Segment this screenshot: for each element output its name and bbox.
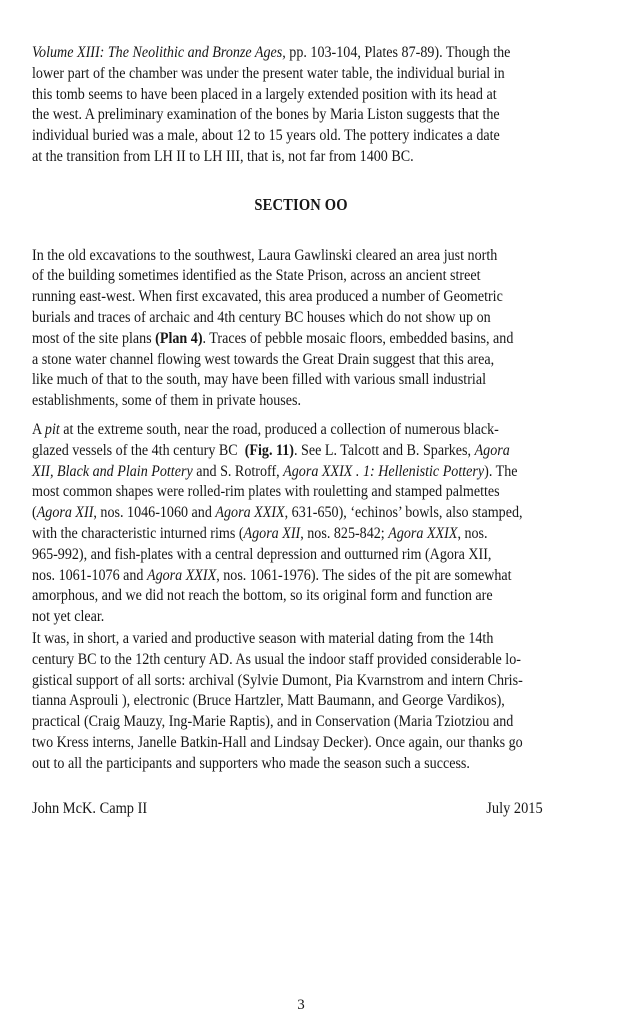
text-segment: In the old excavations to the southwest, Laura Gawlinski cleared an area just north: [32, 246, 498, 264]
text-segment: not yet clear.: [32, 608, 105, 626]
text-line: [32, 85, 505, 106]
text-segment: (Plan 4): [155, 329, 203, 347]
signature-row: [32, 799, 570, 820]
section-heading-text: SECTION OO: [254, 194, 348, 214]
text-segment: lower part of the chamber was under the present water table, the individual burial in: [32, 64, 505, 82]
text-segment: , nos. 1046-1060 and: [93, 504, 216, 522]
text-line: [32, 329, 514, 350]
text-line: [32, 266, 505, 287]
text-line: [32, 370, 505, 391]
text-segment: gistical support of all sorts: archival (Sylvie Dumont, Pia Kvarnstrom and intern Chris-: [32, 671, 523, 689]
text-segment: amorphous, and we did not reach the bottom, so its original form and function are: [32, 587, 493, 605]
text-segment: , nos.: [457, 524, 488, 542]
author-name: John McK. Camp II: [32, 799, 148, 817]
text-segment: (: [32, 504, 37, 522]
text-segment: like much of that to the south, may have been filled with various small industrial: [32, 371, 486, 389]
text-segment: most common shapes were rolled-rim plates with rouletting and stamped palmettes: [32, 483, 500, 501]
paragraph-tomb-burial: [32, 43, 570, 168]
text-line: [32, 462, 518, 483]
section-heading: [32, 195, 570, 216]
text-line: [32, 147, 505, 168]
text-line: [32, 105, 505, 126]
text-segment: ). The: [484, 462, 518, 480]
text-segment: of the building sometimes identified as the State Prison, across an ancient street: [32, 267, 481, 285]
text-segment: . Traces of pebble mosaic floors, embedded basins, and: [202, 329, 514, 347]
text-segment: century BC to the 12th century AD. As usual the indoor staff provided considerable lo-: [32, 650, 521, 668]
text-segment: at the extreme south, near the road, produced a collection of numerous black-: [59, 420, 499, 438]
text-segment: at the transition from LH II to LH III, that is, not far from 1400 BC.: [32, 147, 414, 165]
text-segment: running east-west. When first excavated, this area produced a number of Geometric: [32, 288, 503, 306]
text-line: [32, 607, 505, 628]
text-segment: . See L. Talcott and B. Sparkes,: [293, 441, 475, 459]
text-segment: (Fig. 11): [244, 441, 294, 459]
paragraph-old-excavations: [32, 246, 570, 412]
text-segment: most of the site plans: [32, 329, 156, 347]
text-line: [32, 441, 510, 462]
text-line: [32, 43, 511, 64]
text-line: [32, 586, 505, 607]
text-segment: , nos. 825-842;: [300, 524, 389, 542]
paragraph-pit-pottery: [32, 420, 570, 628]
text-segment: this tomb seems to have been placed in a largely extended position with its head at: [32, 85, 497, 103]
text-segment: establishments, some of them in private houses.: [32, 392, 302, 410]
text-line: [32, 650, 521, 671]
text-segment: It was, in short, a varied and productive season with material dating from the 14th: [32, 629, 494, 647]
text-segment: two Kress interns, Janelle Batkin-Hall and Lindsay Decker). Once again, our thanks go: [32, 733, 523, 751]
text-segment: nos. 1061-1076 and: [32, 566, 147, 584]
text-segment: tianna Asprouli ), electronic (Bruce Hartzler, Matt Baumann, and George Vardikos),: [32, 692, 505, 710]
text-line: [32, 629, 505, 650]
text-segment: practical (Craig Mauzy, Ing-Marie Raptis), and in Conservation (Maria Tziotziou and: [32, 713, 514, 731]
text-line: [32, 287, 505, 308]
text-segment: Agora XXIX: [146, 566, 217, 584]
text-segment: Volume XIII: The Neolithic and Bronze Ages,: [32, 44, 286, 61]
text-segment: A: [32, 420, 45, 438]
text-line: [32, 712, 514, 733]
text-line: [32, 566, 512, 587]
text-segment: , 631-650), ‘echinos’ bowls, also stamped,: [284, 504, 523, 522]
text-segment: burials and traces of archaic and 4th century BC houses which do not show up on: [32, 308, 491, 326]
text-segment: XII, Black and Plain Pottery: [32, 462, 193, 480]
text-line: [32, 126, 505, 147]
text-line: [32, 524, 505, 545]
text-line: [32, 64, 505, 85]
text-segment: Agora XXIX . 1: Hellenistic Pottery: [283, 462, 485, 480]
text-segment: Agora XXIX: [215, 504, 285, 522]
text-line: [32, 545, 505, 566]
text-segment: , nos. 1061-1976). The sides of the pit are somewhat: [216, 566, 512, 584]
text-segment: individual buried was a male, about 12 to 15 years old. The pottery indicates a date: [32, 127, 500, 145]
text-segment: pp. 103-104, Plates 87-89). Though the: [285, 44, 511, 61]
text-line: [32, 246, 505, 267]
text-line: [32, 671, 523, 692]
text-segment: with the characteristic inturned rims (: [32, 524, 244, 542]
text-line: [32, 391, 505, 412]
text-segment: Agora XII: [243, 524, 301, 542]
text-segment: Agora: [474, 441, 510, 459]
text-segment: a stone water channel flowing west towards the Great Drain suggest that this area,: [32, 350, 495, 368]
text-line: [32, 350, 505, 371]
text-segment: glazed vessels of the 4th century BC: [32, 441, 245, 459]
text-line: [32, 420, 505, 441]
text-segment: the west. A preliminary examination of the bones by Maria Liston suggests that the: [32, 106, 500, 124]
text-segment: out to all the participants and supporters who made the season such a success.: [32, 754, 470, 772]
text-segment: pit: [44, 420, 60, 438]
text-segment: Agora XXIX: [388, 524, 458, 542]
text-line: [32, 482, 505, 503]
text-segment: 965-992), and fish-plates with a central depression and outturned rim (Agora XII,: [32, 545, 492, 563]
text-segment: and S. Rotroff,: [192, 462, 284, 480]
page-number: 3: [297, 997, 305, 1013]
text-line: [32, 503, 523, 524]
signature-date: July 2015: [486, 799, 543, 817]
paragraph-season-summary: [32, 629, 570, 775]
text-line: [32, 308, 505, 329]
text-line: [32, 733, 523, 754]
text-segment: Agora XII: [36, 504, 94, 522]
text-line: [32, 691, 505, 712]
text-line: [32, 754, 505, 775]
